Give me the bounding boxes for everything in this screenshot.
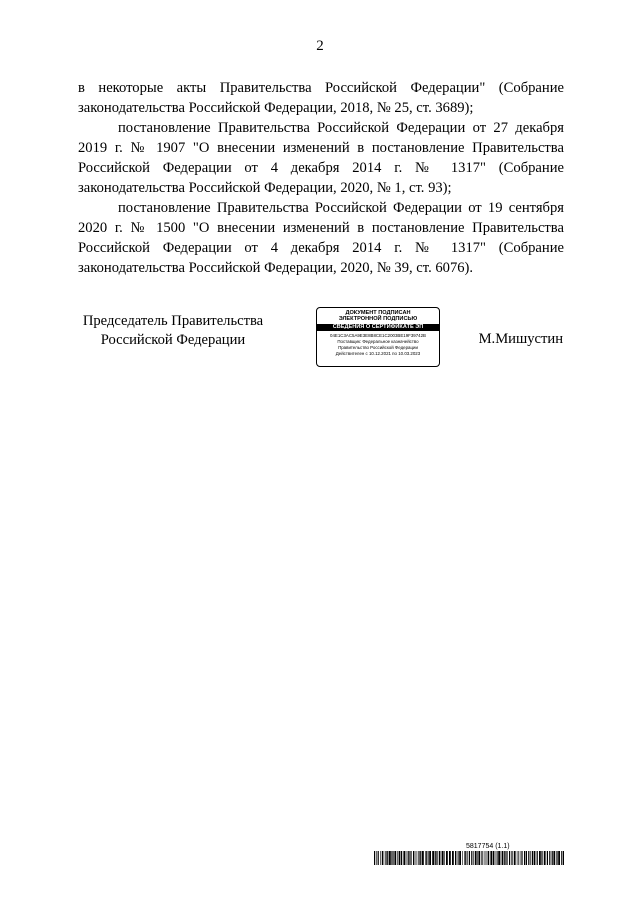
signer-name: М.Мишустин	[478, 331, 563, 347]
stamp-owner: Правительство Российской Федерации	[338, 344, 418, 350]
paragraph: постановление Правительства Российской Федерации от 19 сентября 2020 г. № 1500 "О внесении изменений в постановление Правительства Российской Федерации от 4 декабря 2014 г. № 1317" (Собрание законодательства Российской Федерации, 2020, № 39, ст. 6076).	[78, 200, 564, 276]
document-body	[78, 78, 564, 278]
page-number: 2	[316, 38, 324, 54]
stamp-certificate-number: 04E1C3AC5A9E3E8B8CE1C2003BE19F39742B	[330, 332, 426, 338]
stamp-issuer: Поставщик: Федеральное казначейство	[337, 338, 419, 344]
stamp-heading: ДОКУМЕНТ ПОДПИСАН	[345, 310, 411, 316]
signer-title-line: Председатель Правительства	[82, 313, 264, 329]
signer-title-line: Российской Федерации	[100, 332, 246, 348]
stamp-heading: ЭЛЕКТРОННОЙ ПОДПИСЬЮ	[338, 316, 418, 323]
document-code: 5817754 (1.1)	[466, 843, 510, 850]
stamp-certificate-bar: СВЕДЕНИЯ О СЕРТИФИКАТЕ ЭП	[317, 324, 439, 331]
electronic-signature-stamp	[316, 307, 440, 367]
stamp-validity: Действителен с 10.12.2021 по 10.03.2023	[335, 350, 421, 356]
barcode-image	[374, 851, 564, 865]
signer-title	[78, 312, 268, 350]
paragraph: постановление Правительства Российской Федерации от 27 декабря 2019 г. № 1907 "О внесении изменений в постановление Правительства Российской Федерации от 4 декабря 2014 г. № 1317" (Собрание законодательства Российской Федерации, 2020, № 1, ст. 93);	[78, 120, 564, 196]
paragraph: в некоторые акты Правительства Российской Федерации" (Собрание законодательства Российской Федерации, 2018, № 25, ст. 3689);	[78, 80, 564, 116]
